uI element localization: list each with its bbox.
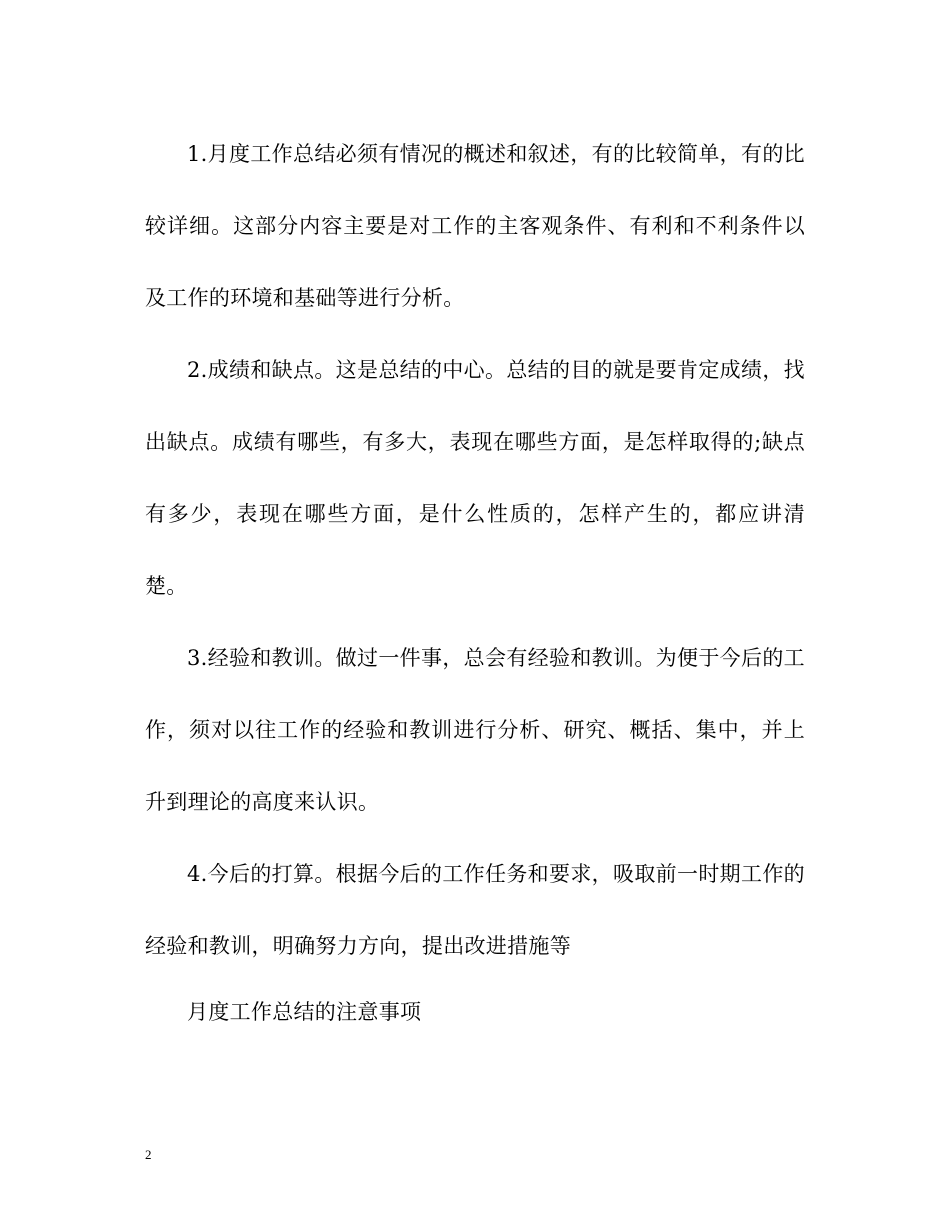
paragraph-overview: 1.月度工作总结必须有情况的概述和叙述，有的比较简单，有的比较详细。这部分内容主要是对工作的主客观条件、有利和不利条件以及工作的环境和基础等进行分析。 — [145, 142, 805, 310]
paragraph-achievements: 2.成绩和缺点。这是总结的中心。总结的目的就是要肯定成绩，找出缺点。成绩有哪些，有多大，表现在哪些方面，是怎样取得的;缺点有多少，表现在哪些方面，是什么性质的，怎样产生的，都应讲清楚。 — [145, 358, 805, 598]
page-number: 2 — [145, 1147, 152, 1162]
paragraph-lessons: 3.经验和教训。做过一件事，总会有经验和教训。为便于今后的工作，须对以往工作的经验和教训进行分析、研究、概括、集中，并上升到理论的高度来认识。 — [145, 646, 805, 814]
section-heading: 月度工作总结的注意事项 — [187, 1000, 422, 1024]
paragraph-plans: 4.今后的打算。根据今后的工作任务和要求，吸取前一时期工作的经验和教训，明确努力方向，提出改进措施等 — [145, 862, 805, 958]
document-body — [145, 118, 805, 1042]
